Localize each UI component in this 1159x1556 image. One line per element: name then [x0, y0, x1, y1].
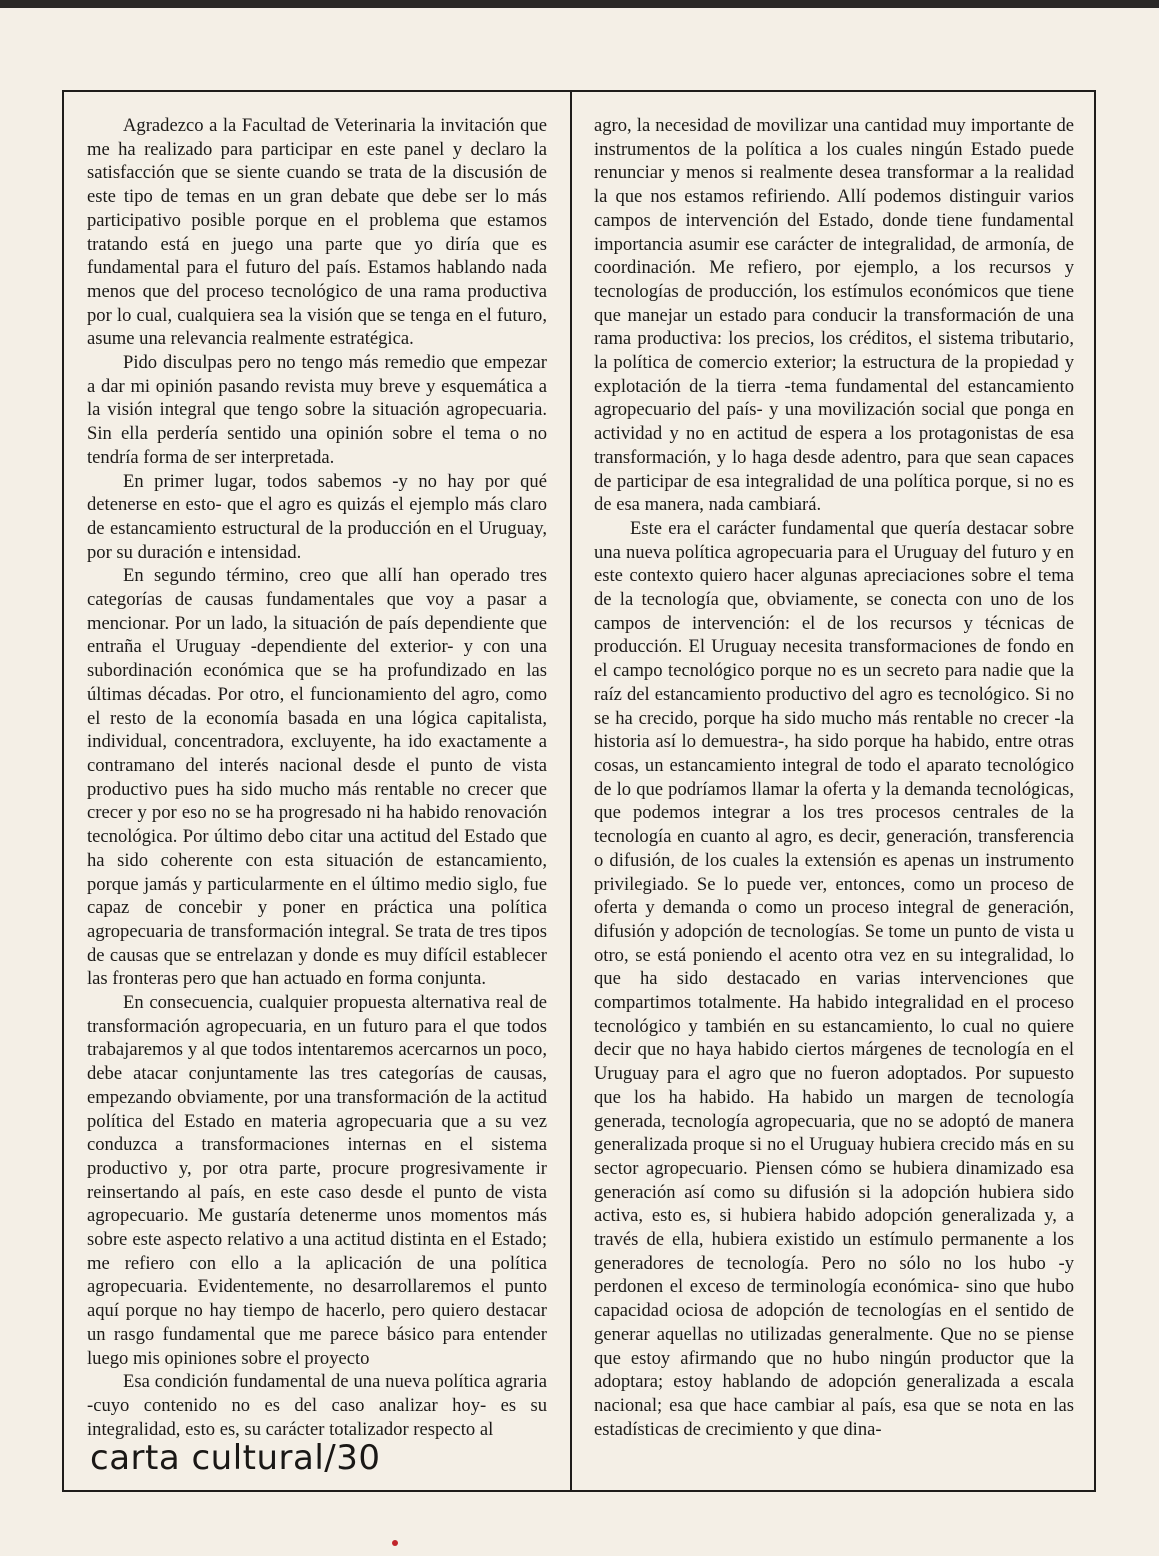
paragraph: agro, la necesidad de movilizar una cantidad muy importante de instrumentos de la política a los cuales ningún Estado puede renunciar y menos si realmente desea transformar a la realidad la que nos estamos refiriendo. Allí podemos distinguir varios campos de intervención del Estado, donde tiene fundamental importancia asumir ese carácter de integralidad, de armonía, de coordinación. Me refiero, por ejemplo, a los recursos y tecnologías de producción, los estímulos económicos que tiene que manejar un estado para conducir la transformación de una rama productiva: los precios, los créditos, el sistema tributario, la política de comercio exterior; la estructura de la propiedad y explotación de la tierra -tema fundamental del estancamiento agropecuario del país- y una movilización social que ponga en actividad y no en actitud de espera a los protagonistas de esa transformación, y lo haga desde adentro, para que sean capaces de participar de esa integralidad de una política porque, si no es de esa manera, nada cambiará. — [594, 115, 1074, 516]
paragraph: Pido disculpas pero no tengo más remedio que empezar a dar mi opinión pasando revista muy breve y esquemática a la visión integral que tengo sobre la situación agropecuaria. Sin ella perdería sentido una opinión sobre el tema o no tendría forma de ser interpretada. — [87, 352, 547, 468]
print-speck — [392, 1540, 398, 1546]
paragraph: En segundo término, creo que allí han operado tres categorías de causas fundamentales que voy a pasar a mencionar. Por un lado, la situación de país dependiente que entraña el Uruguay -dependiente del exterior- y con una subordinación económica que se ha profundizado en las últimas décadas. Por otro, el funcionamiento del agro, como el resto de la economía basada en una lógica capitalista, individual, concentradora, excluyente, ha ido exactamente a contramano del interés nacional desde el punto de vista productivo pues ha sido mucho más rentable no crecer que crecer y por eso no se ha progresado ni ha habido renovación tecnológica. Por último debo citar una actitud del Estado que ha sido coherente con esta situación de estancamiento, porque jamás y particularmente en el último medio siglo, fue capaz de concebir y poner en práctica una política agropecuaria de transformación integral. Se trata de tres tipos de causas que se entrelazan y donde es muy difícil establecer las fronteras pero que han actuado en forma conjunta. — [87, 565, 547, 990]
paragraph: En primer lugar, todos sabemos -y no hay por qué detenerse en esto- que el agro es quizás el ejemplo más claro de estancamiento estructural de la producción en el Uruguay, por su duración e intensidad. — [87, 470, 547, 563]
publication-footer: carta cultural/30 — [90, 1438, 381, 1478]
page-frame — [62, 90, 1096, 1492]
paragraph: Esa condición fundamental de una nueva política agraria -cuyo contenido no es del caso analizar hoy- es su integralidad, esto es, su carácter totalizador respecto al — [87, 1371, 547, 1440]
right-text-column — [594, 114, 1074, 1441]
paragraph: Agradezco a la Facultad de Veterinaria la invitación que me ha realizado para participar en este panel y declaro la satisfacción que se siente cuando se trata de la discusión de este tipo de temas en un gran debate que debe ser lo más participativo posible porque en el problema que estamos tratando está en juego una parte que yo diría que es fundamental para el futuro del país. Estamos hablando nada menos que del proceso tecnológico de una rama productiva por lo cual, cualquiera sea la visión que se tenga en el futuro, asume una relevancia realmente estratégica. — [87, 115, 547, 350]
paragraph: En consecuencia, cualquier propuesta alternativa real de transformación agropecuaria, en un futuro para el que todos trabajaremos y al que todos intentaremos acercarnos un poco, debe atacar conjuntamente las tres categorías de causas, empezando obviamente, por una transformación de la actitud política del Estado en materia agropecuaria que a su vez conduzca a transformaciones internas en el sistema productivo y, por otra parte, procure progresivamente ir reinsertando al país, en este caso desde el punto de vista agropecuario. Me gustaría detenerme unos momentos más sobre este aspecto relativo a una actitud distinta en el Estado; me refiero con ello a la aplicación de una política agropecuaria. Evidentemente, no desarrollaremos el punto aquí porque no hay tiempo de hacerlo, pero quiero destacar un rasgo fundamental que me parece básico para entender luego mis opiniones sobre el proyecto — [87, 992, 547, 1369]
left-text-column — [87, 114, 547, 1441]
paragraph: Este era el carácter fundamental que quería destacar sobre una nueva política agropecuaria para el Uruguay del futuro y en este contexto quiero hacer algunas apreciaciones sobre el tema de la tecnología que, obviamente, se conecta con uno de los campos de intervención: el de los recursos y técnicas de producción. El Uruguay necesita transformaciones de fondo en el campo tecnológico porque no es un secreto para nadie que la raíz del estancamiento productivo del agro es tecnológico. Si no se ha crecido, porque ha sido mucho más rentable no crecer -la historia así lo demuestra-, ha sido porque ha habido, entre otras cosas, un estancamiento integral de todo el aparato tecnológico de lo que podríamos llamar la oferta y la demanda tecnológicas, que podemos integrar a los tres procesos centrales de la tecnología en cuanto al agro, es decir, generación, transferencia o difusión, de los cuales la extensión es apenas un instrumento privilegiado. Se lo puede ver, entonces, como un proceso de oferta y demanda o como un proceso integral de generación, difusión y adopción de tecnologías. Se tome un punto de vista u otro, se está poniendo el acento otra vez en su integralidad, lo que ha sido destacado en varias intervenciones que compartimos totalmente. Ha habido integralidad en el proceso tecnológico y también en su estancamiento, lo cual no quiere decir que no haya habido ciertos márgenes de tecnología en el Uruguay para el agro que no fueron adoptados. Por supuesto que los ha habido. Ha habido un margen de tecnología generada, tecnología agropecuaria, que no se adoptó de manera generalizada proque si no el Uruguay hubiera crecido más en su sector agropecuario. Piensen cómo se hubiera dinamizado esa generación así como su difusión si la adopción hubiera sido activa, esto es, si hubiera habido adopción generalizada y, a través de ella, hubiera existido un estímulo permanente a los generadores de tecnología. Pero no sólo no los hubo -y perdonen el exceso de terminología económica- sino que hubo capacidad ociosa de adopción de tecnologías en el sentido de generar aquellas no utilizadas generalmente. Que no se piense que estoy afirmando que no hubo ningún productor que la adoptara; estoy hablando de adopción generalizada a escala nacional; esa que hace cambiar al país, esa que se nota en las estadísticas de crecimiento y que dina- — [594, 517, 1074, 1440]
top-border-rule — [0, 0, 1159, 8]
column-divider — [570, 92, 572, 1490]
